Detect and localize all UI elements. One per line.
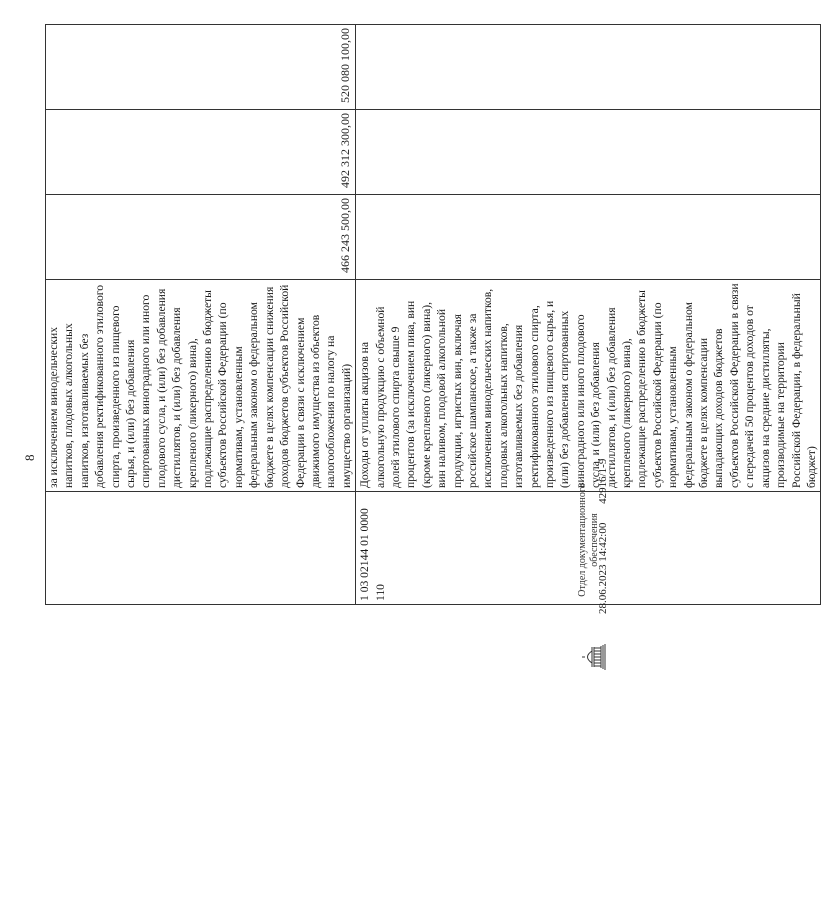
amount-cell-1 xyxy=(356,195,821,280)
table-row xyxy=(46,25,356,605)
footer-date-line xyxy=(597,443,609,614)
duma-building-icon xyxy=(578,640,614,674)
description-cell: Доходы от уплаты акцизов на алкогольную продукцию с объемной долей этилового спирта свыше 9 процентов (за исключением пива, вин (кроме крепленого (ликерного) вина), вин наливом, плодовой алкогольной продукции, игристых вин, включая российское шампанское, а также за исключением винодельческих напитков, плодовых алкогольных напитков, изготавливаемых без добавления ректификованного этилового спирта, произведенного из пищевого сырья, и (или) без добавления спиртованных виноградного или иного плодового сусла, и (или) без добавления дистиллятов, и (или) без добавления крепленого (ликерного) вина), подлежащие распределению в бюджеты субъектов Российской Федерации (по нормативам, установленным федеральным законом о федеральном бюджете в целях компенсации выпадающих доходов бюджетов субъектов Российской Федерации в связи с передачей 50 процентов доходов от акцизов на средние дистилляты, производимые на территории Российской Федерации, в федеральный бюджет) xyxy=(356,280,821,492)
footer-date: 28.06.2023 14:42:00 xyxy=(597,522,609,614)
stamp-line-1: Отдел документационного xyxy=(577,483,588,597)
amount-cell-2 xyxy=(356,110,821,195)
amount-cell-1: 466 243 500,00 xyxy=(46,195,356,280)
page-number: 8 xyxy=(22,454,37,461)
amount-cell-3 xyxy=(356,25,821,110)
budget-code-cell xyxy=(46,492,356,605)
revenue-table xyxy=(45,24,821,605)
budget-code-cell: 1 03 02144 01 0000 110 xyxy=(356,492,821,605)
description-cell: за исключением винодельческих напитков, плодовых алкогольных напитков, изготавливаемых без добавления ректификованного этилового спирта, произведенного из пищевого сырья, и (или) без добавления спиртованных виноградного или иного плодового сусла, и (или) без добавления дистиллятов, и (или) без добавления крепленого (ликерного) вина), подлежащие распределению в бюджеты субъектов Российской Федерации (по нормативам, установленным федеральным законом о федеральном бюджете в целях компенсации снижения доходов бюджетов субъектов Российской Федерации в связи с исключением движимого имущества из объектов налогообложения по налогу на имущество организаций) xyxy=(46,280,356,492)
stamp-line-2: обеспечения xyxy=(589,513,600,567)
amount-cell-3: 520 080 100,00 xyxy=(46,25,356,110)
footer-doc-number: 42916/1-9 xyxy=(597,458,609,504)
amount-cell-2: 492 312 300,00 xyxy=(46,110,356,195)
